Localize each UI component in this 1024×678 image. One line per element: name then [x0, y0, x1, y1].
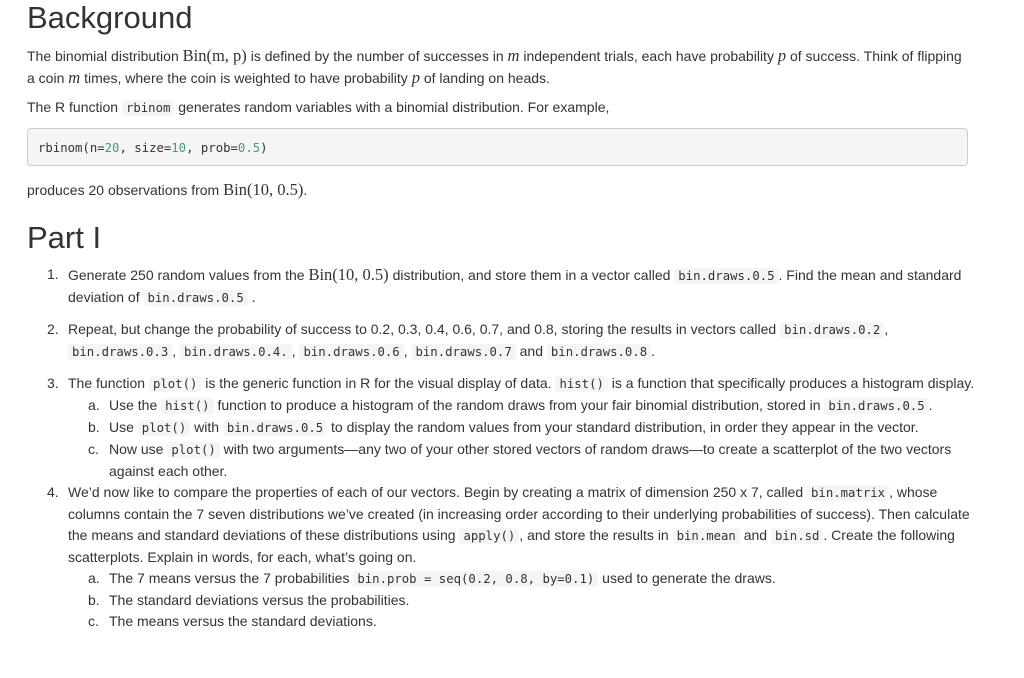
background-heading: Background — [27, 0, 193, 35]
list-item: 2. Repeat, but change the probability of success to 0.2, 0.3, 0.4, 0.6, 0.7, and 0.8, storing the results in vectors called bin.draws.0.2 , bin.draws.0.3 , bin.draws.0.4. , bin.draws.0.6 , bin.draws.0.7 and bin.draws.0.8 . — [47, 321, 889, 359]
inline-code: bin.draws.0.6 — [299, 344, 403, 360]
background-paragraph-2: The R function rbinom generates random variables with a binomial distribution. For example, — [27, 99, 610, 115]
sub-list — [68, 395, 977, 482]
inline-code: hist() — [555, 376, 607, 392]
inline-code: bin.mean — [673, 528, 740, 544]
inline-code: bin.draws.0.5 — [223, 420, 327, 436]
background-paragraph-1: The binomial distribution Bin(m, p) is defined by the number of successes in m independent trials, each have probability p of success. Think of flipping a coin m times, where the coin is weighted to have probability p of landing on heads. — [27, 46, 962, 87]
sub-list-item: b. Use plot() with bin.draws.0.5 to display the random values from your standard distribution, in order they appear in the vector. — [88, 419, 919, 435]
sub-list-item: b. The standard deviations versus the probabilities. — [88, 592, 410, 608]
math-p: p — [411, 68, 420, 87]
inline-code: bin.draws.0.5 — [674, 268, 778, 284]
math-bin-10-05: Bin(10, 0.5) — [223, 180, 304, 199]
inline-code: bin.draws.0.5 — [144, 290, 248, 306]
inline-code: plot() — [149, 376, 201, 392]
background-paragraph-3: produces 20 observations from Bin(10, 0.5). — [27, 180, 308, 199]
inline-code-rbinom: rbinom — [122, 100, 174, 116]
sub-list-item: a. Use the hist() function to produce a histogram of the random draws from your fair binomial distribution, stored in bin.draws.0.5 . — [88, 397, 933, 413]
sub-list — [68, 568, 977, 632]
inline-code: bin.matrix — [807, 485, 889, 501]
part-i-heading: Part I — [27, 220, 102, 255]
inline-code: apply() — [459, 528, 519, 544]
code-number: 20 — [104, 141, 120, 155]
math-m: m — [68, 68, 81, 87]
sub-list-item: c. Now use plot() with two arguments—any two of your other stored vectors of random draws—to create a scatterplot of the two vectors against each other. — [88, 441, 952, 479]
math-p: p — [777, 46, 787, 65]
code-block: rbinom(n=20, size=10, prob=0.5) — [27, 128, 968, 166]
inline-code: plot() — [167, 442, 219, 458]
inline-code: bin.sd — [771, 528, 823, 544]
task-list — [27, 264, 977, 632]
code-number: 10 — [171, 141, 187, 155]
inline-code: bin.draws.0.3 — [68, 344, 172, 360]
inline-code: bin.draws.0.8 — [547, 344, 651, 360]
inline-code: plot() — [138, 420, 190, 436]
inline-code: bin.draws.0.5 — [824, 398, 928, 414]
inline-code: bin.draws.0.4. — [180, 344, 292, 360]
math-bin-m-p: Bin(m, p) — [182, 46, 247, 65]
inline-code: bin.draws.0.2 — [780, 322, 884, 338]
code-number: 0.5 — [237, 141, 261, 155]
inline-code: bin.prob = seq(0.2, 0.8, by=0.1) — [353, 571, 598, 587]
list-item: 1. Generate 250 random values from the Bin(10, 0.5) distribution, and store them in a vector called bin.draws.0.5 . Find the mean and standard deviation of bin.draws.0.5 . — [47, 265, 962, 305]
sub-list-item: a. The 7 means versus the 7 probabilities bin.prob = seq(0.2, 0.8, by=0.1) used to generate the draws. — [88, 570, 776, 586]
math-m: m — [507, 46, 520, 65]
inline-code: hist() — [161, 398, 213, 414]
list-item: 4. We’d now like to compare the properties of each of our vectors. Begin by creating a matrix of dimension 250 x 7, called bin.matrix , whose columns contain the 7 seven distributions we’ve created (in increasing order according to their underlying probabilities of success). Then calculate the means and standard deviations of these distributions using apply() , and store the results in bin.mean and bin.sd . Create the following scatterplots. Explain in words, for each, what’s going on. a. The 7 means versus the 7 probabilities bin.prob = seq(0.2, 0.8, by=0.1) used to generate the draws. b. The standard deviations versus the probabilities. c. The means versus the standard deviations. — [27, 482, 977, 632]
sub-list-item: c. The means versus the standard deviations. — [88, 613, 377, 629]
list-item: 3. The function plot() is the generic function in R for the visual display of data. hist() is a function that specifically produces a histogram display. a. Use the hist() function to produce a histogram of the random draws from your fair binomial distribution, stored in bin.draws.0.5 . b. Use plot() with bin.draws.0.5 to display the random values from your standard distribution, in order they appear in the vector. c. Now use plot() with two arguments—any two of your other stored vectors of random draws—to create a scatterplot of the two vectors against each other. — [27, 373, 977, 482]
inline-code: bin.draws.0.7 — [412, 344, 516, 360]
